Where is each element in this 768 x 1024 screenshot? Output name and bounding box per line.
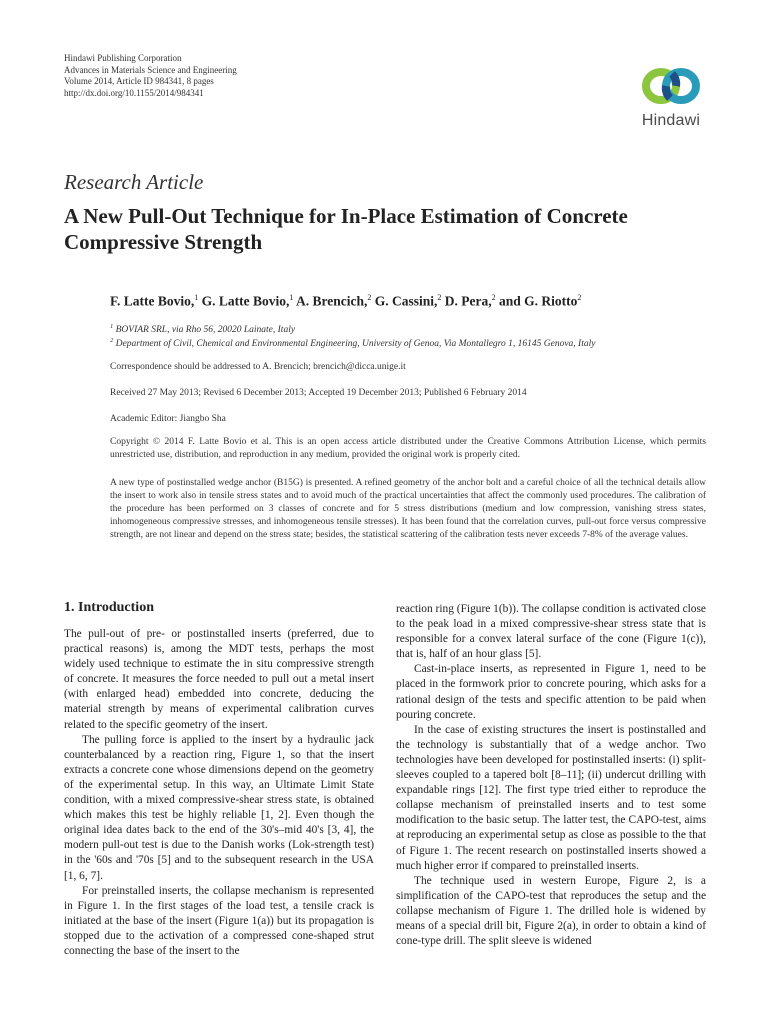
article-type: Research Article bbox=[64, 170, 204, 194]
left-column bbox=[64, 627, 374, 959]
paragraph: The pull-out of pre- or postinstalled inserts (preferred, due to practical reasons) is, among the MDT tests, perhaps the most widely used technique to estimate the in situ compressive strength of concrete. It measures the force needed to pull out a metal insert (with enlarged head) embedded into concrete, deducing the material strength by means of experimental calibration curves related to the specific geometry of the insert. bbox=[64, 628, 374, 731]
academic-editor: Academic Editor: Jiangbo Sha bbox=[110, 414, 226, 424]
affiliation-2 bbox=[110, 337, 595, 349]
author-affiliation-mark: 1 bbox=[194, 293, 199, 302]
affiliation-text: Department of Civil, Chemical and Environmental Engineering, University of Genoa, Via Montallegro 1, 16145 Genova, Italy bbox=[113, 339, 596, 350]
author-name: D. Pera, bbox=[444, 293, 492, 309]
publisher-name: Hindawi Publishing Corporation bbox=[64, 53, 182, 63]
author-name: and G. Riotto bbox=[499, 293, 578, 309]
hindawi-logo-icon bbox=[630, 62, 712, 112]
hindawi-logo bbox=[630, 62, 712, 138]
affiliation-number: 2 bbox=[110, 337, 114, 344]
doi-link[interactable]: http://dx.doi.org/10.1155/2014/984341 bbox=[64, 87, 204, 98]
affiliation-text: BOVIAR SRL, via Rho 56, 20020 Lainate, Italy bbox=[113, 325, 296, 336]
author-name: G. Latte Bovio, bbox=[201, 293, 290, 309]
paragraph: For preinstalled inserts, the collapse mechanism is represented in Figure 1. In the first stages of the load test, a tensile crack is initiated at the base of the insert (Figure 1(a)) but its propagation is stopped due to the activation of a compressed cone-shaped strut connecting the base of the insert to the bbox=[64, 884, 374, 957]
article-title: A New Pull-Out Technique for In-Place Estimation of Concrete Compressive Strength bbox=[64, 204, 628, 254]
author-affiliation-mark: 1 bbox=[289, 293, 294, 302]
journal-header bbox=[64, 53, 237, 99]
author-affiliation-mark: 2 bbox=[577, 293, 582, 302]
journal-name: Advances in Materials Science and Engineering bbox=[64, 64, 237, 75]
hindawi-logo-text: Hindawi bbox=[641, 112, 701, 129]
publication-dates: Received 27 May 2013; Revised 6 December 2013; Accepted 19 December 2013; Published 6 February 2014 bbox=[110, 388, 527, 398]
author-name: G. Cassini, bbox=[374, 293, 438, 309]
author-name: A. Brencich, bbox=[296, 293, 368, 309]
author-affiliation-mark: 2 bbox=[437, 293, 442, 302]
affiliation-1 bbox=[110, 323, 295, 335]
paragraph: The technique used in western Europe, Figure 2, is a simplification of the CAPO-test that reproduces the setup and the collapse mechanism of Figure 1. The drilled hole is widened by means of a special drill bit, Figure 2(a), in order to obtain a kind of cone-type drill. The split sleeve is widened bbox=[396, 874, 706, 948]
volume-info: Volume 2014, Article ID 984341, 8 pages bbox=[64, 76, 214, 86]
author-affiliation-mark: 2 bbox=[491, 293, 496, 302]
author-list bbox=[110, 293, 581, 310]
section-heading: 1. Introduction bbox=[64, 600, 154, 615]
paragraph: reaction ring (Figure 1(b)). The collapse condition is activated close to the peak load in a mixed compressive-shear stress state that is responsible for a convex lateral surface of the cone (Figure 1(c)), that is, half of an hour glass [5]. bbox=[396, 603, 706, 661]
right-column bbox=[396, 602, 706, 949]
abstract: A new type of postinstalled wedge anchor (B15G) is presented. A refined geometry of the anchor bolt and a careful choice of all the technical details allow the insert to work also in tensile stress states and to avoid much of the practical uncertainties that affect the commonly used procedures. The calibration of the procedure has been performed on 3 classes of concrete and for 5 stress distributions (medium and low compression, vanishing stress states, inhomogeneous compressive stresses, and inhomogeneous tensile stresses). It has been found that the correlation curves, pull-out force versus compressive strength, are not linear and depend on the stress state; besides, the statistical scattering of the calibration tests never exceeds 7-8% of the average values. bbox=[110, 478, 706, 540]
affiliation-number: 1 bbox=[110, 323, 114, 330]
author-affiliation-mark: 2 bbox=[367, 293, 372, 302]
author-name: F. Latte Bovio, bbox=[110, 293, 195, 309]
correspondence: Correspondence should be addressed to A. Brencich; brencich@dicca.unige.it bbox=[110, 362, 406, 372]
paragraph: The pulling force is applied to the insert by a hydraulic jack counterbalanced by a reaction ring, Figure 1, so that the insert extracts a concrete cone whose dimensions depend on the geometry of the experimental setup. In this way, an Ultimate Limit State condition, with a mixed compressive-shear stress state, is obtained which makes this test be highly reliable [1, 2]. Even though the original idea dates back to the end of the 30's–mid 40's [3, 4], the modern pull-out test is due to the Danish works (Lok-strength test) in the '60s and '70s [5] and to the subsequent research in the USA [1, 6, 7]. bbox=[64, 733, 374, 882]
copyright-notice: Copyright © 2014 F. Latte Bovio et al. This is an open access article distributed under the Creative Commons Attribution License, which permits unrestricted use, distribution, and reproduction in any medium, provided the original work is properly cited. bbox=[110, 437, 706, 460]
paragraph: In the case of existing structures the insert is postinstalled and the technology is substantially that of a wedge anchor. Two technologies have been developed for postinstalled inserts: (i) split-sleeves coupled to a tapered bolt [8–11]; (ii) undercut drilling with expandable rings [12]. The first type tried either to reproduce the collapse mechanism of preinstalled inserts and to test some modification to the basic setup. The latter test, the CAPO-test, aims at reproducing an experimental setup as close as possible to the that of Figure 1. The recent research on postinstalled inserts showed a much higher error if compared to preinstalled inserts. bbox=[396, 723, 706, 872]
paragraph: Cast-in-place inserts, as represented in Figure 1, need to be placed in the formwork prior to concrete pouring, which asks for a rational design of the tests and specific attention to be paid when pouring concrete. bbox=[396, 663, 706, 721]
